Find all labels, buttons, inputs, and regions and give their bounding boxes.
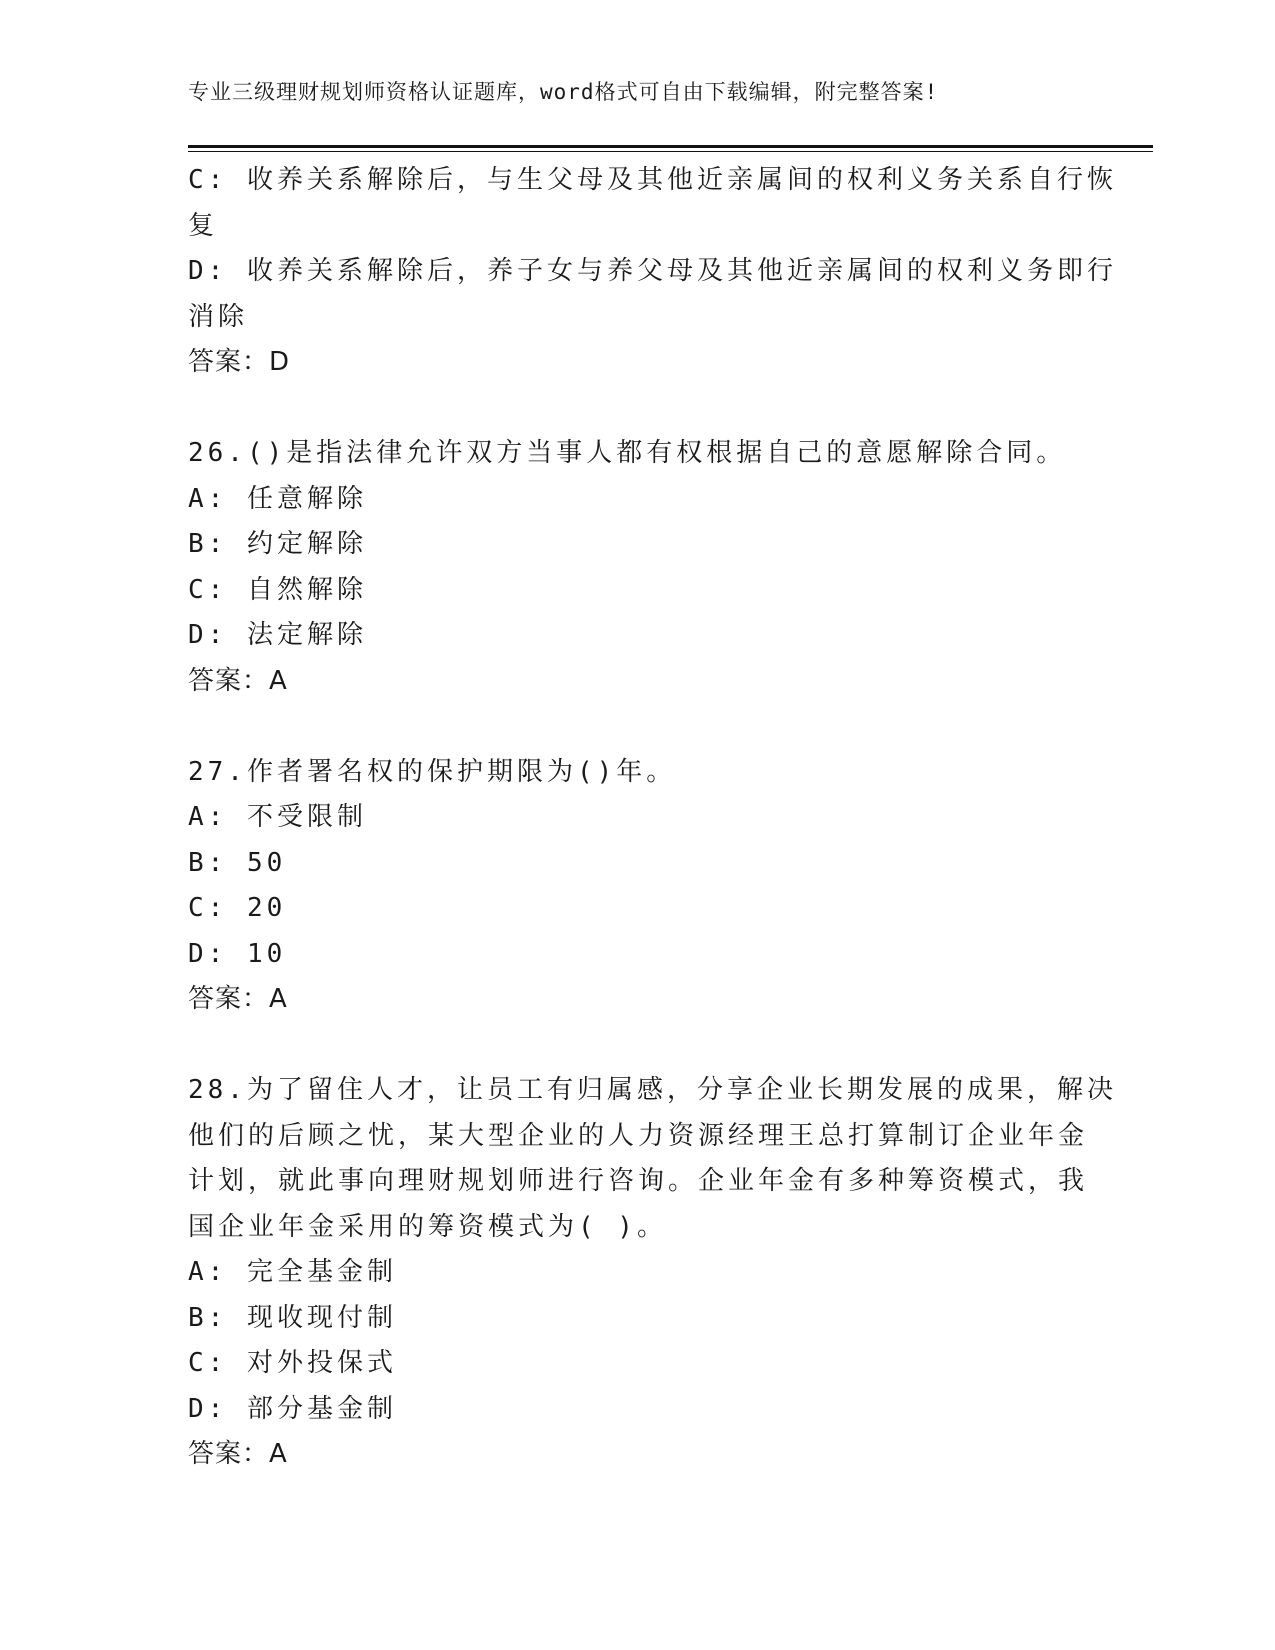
option-c: C: 自然解除	[188, 574, 367, 605]
option-d-continued: 消除	[188, 301, 249, 332]
option-c: C: 20	[188, 893, 287, 923]
option-b: B: 50	[188, 847, 287, 878]
option-c: C: 收养关系解除后，与生父母及其他近亲属间的权利义务关系自行恢	[188, 165, 1117, 195]
option-b: B: 约定解除	[188, 529, 367, 559]
question-stem: 26.()是指法律允许双方当事人都有权根据自己的意愿解除合同。	[188, 438, 1067, 468]
header-divider-thin	[188, 151, 1153, 152]
question-26	[188, 431, 1088, 704]
option-d: D: 法定解除	[188, 620, 367, 650]
option-d: D: 部分基金制	[188, 1393, 397, 1424]
header-divider-thick	[188, 145, 1153, 148]
question-25-tail	[188, 158, 1117, 386]
question-stem-continued: 他们的后顾之忧，某大型企业的人力资源经理王总打算制订企业年金	[188, 1120, 1089, 1151]
question-stem-continued: 计划，就此事向理财规划师进行咨询。企业年金有多种筹资模式，我	[188, 1166, 1089, 1196]
option-c-continued: 复	[188, 210, 219, 241]
option-b: B: 现收现付制	[188, 1302, 397, 1333]
page-header: 专业三级理财规划师资格认证题库，word格式可自由下载编辑，附完整答案!	[188, 80, 939, 104]
question-stem: 28.为了留住人才，让员工有归属感，分享企业长期发展的成果，解决	[188, 1075, 1117, 1105]
spacer	[188, 386, 1088, 432]
answer-label: 答案：A	[188, 665, 288, 696]
option-d: D: 收养关系解除后，养子女与养父母及其他近亲属间的权利义务即行	[188, 256, 1117, 286]
option-a: A: 不受限制	[188, 802, 367, 832]
option-d: D: 10	[188, 938, 287, 969]
question-27	[188, 750, 1088, 1023]
option-c: C: 对外投保式	[188, 1348, 397, 1378]
question-stem: 27.作者署名权的保护期限为()年。	[188, 756, 677, 787]
question-28	[188, 1068, 1117, 1478]
option-a: A: 任意解除	[188, 483, 367, 514]
question-stem-continued: 国企业年金采用的筹资模式为( )。	[188, 1211, 667, 1242]
answer-label: 答案：A	[188, 1439, 288, 1469]
option-a: A: 完全基金制	[188, 1257, 397, 1287]
answer-label: 答案：D	[188, 347, 291, 377]
spacer	[188, 1023, 1088, 1069]
answer-label: 答案：A	[188, 984, 288, 1014]
spacer	[188, 704, 1088, 750]
document-body	[188, 158, 1117, 1478]
